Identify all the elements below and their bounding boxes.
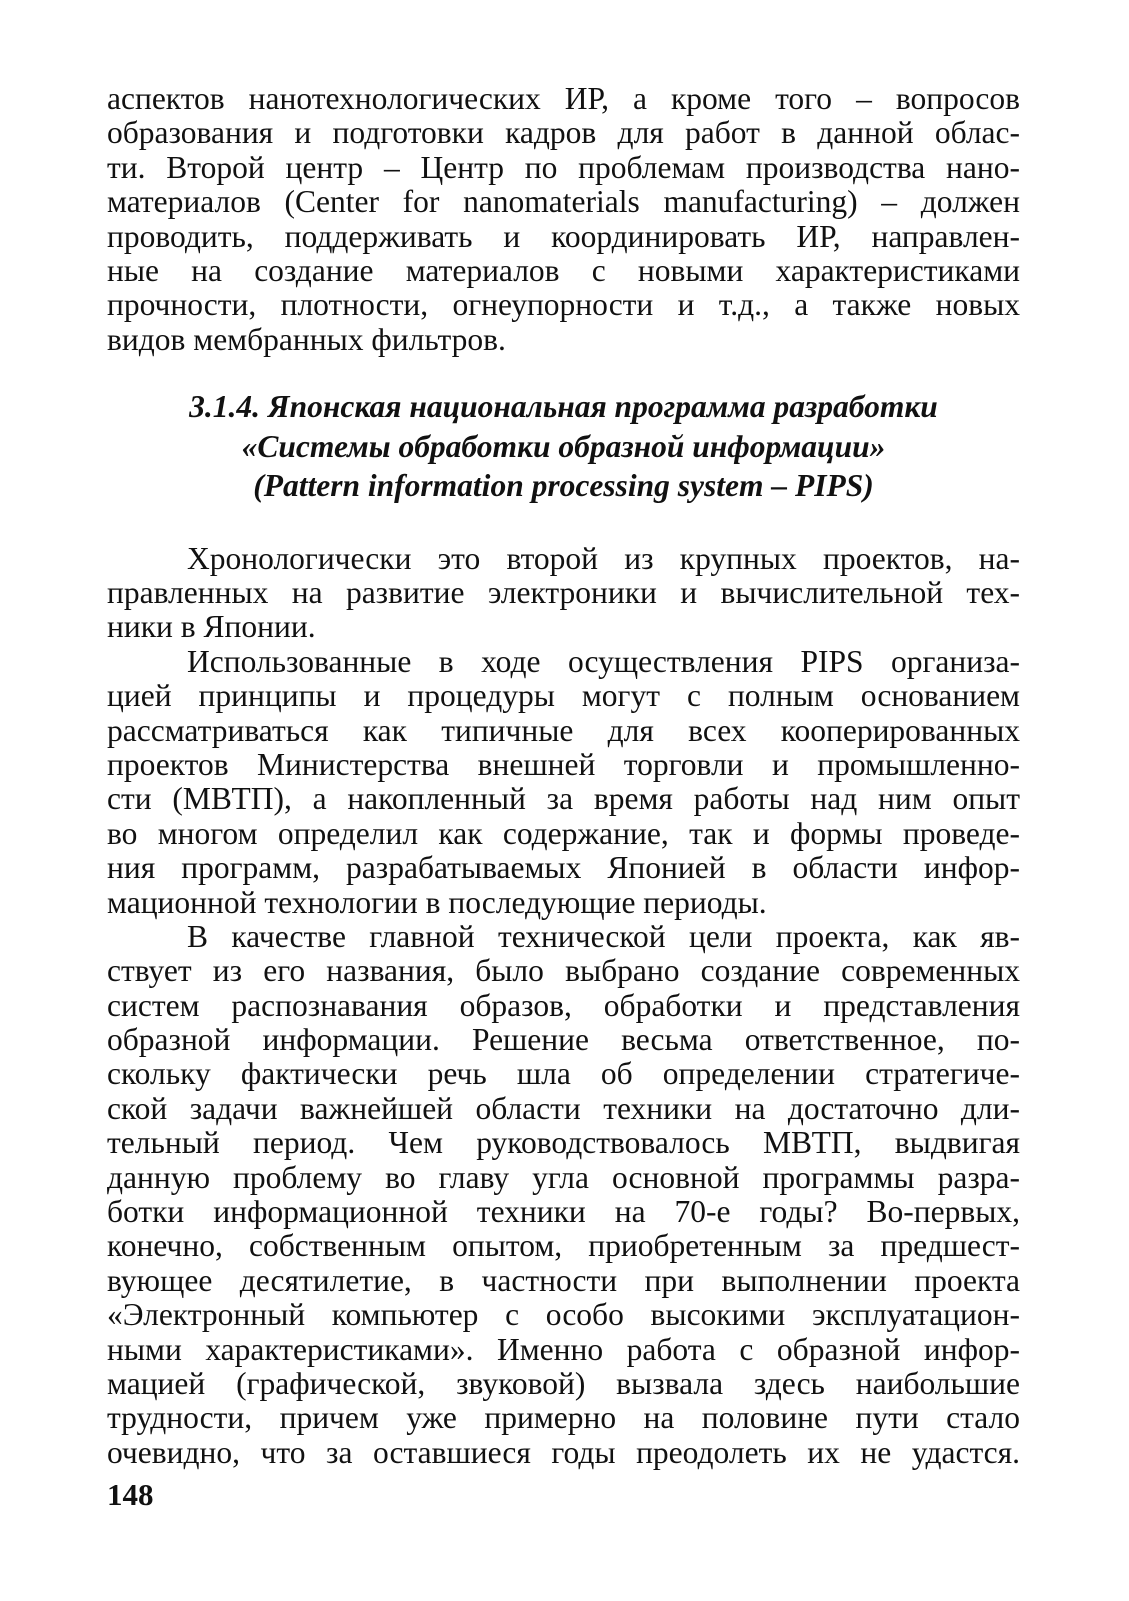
text-line: ти. Второй центр – Центр по проблемам производства нано-: [107, 149, 1020, 185]
section-heading-line: 3.1.4. Японская национальная программа разработки: [189, 389, 938, 425]
text-line: мацией (графической, звуковой) вызвала здесь наибольшие: [107, 1366, 1020, 1401]
text-line: цией принципы и процедуры могут с полным основанием: [107, 678, 1020, 714]
text-line: видов мембранных фильтров.: [107, 321, 506, 357]
text-line: ния программ, разрабатываемых Японией в области инфор-: [107, 850, 1020, 886]
text-line: Использованные в ходе осуществления PIPS организа-: [187, 643, 1020, 679]
section-heading: [107, 387, 1020, 506]
page-number: 148: [107, 1477, 154, 1512]
text-line: трудности, причем уже примерно на половине пути стало: [107, 1400, 1020, 1436]
text-line: ными характеристиками». Именно работа с образной инфор-: [107, 1331, 1020, 1367]
text-line: прочности, плотности, огнеупорности и т.д., а также новых: [107, 287, 1020, 323]
text-line: материалов (Center for nanomaterials manufacturing) – должен: [107, 184, 1020, 220]
paragraph-chronology: [107, 542, 1020, 645]
intro-paragraph: [107, 82, 1020, 357]
text-line: «Электронный компьютер с особо высокими эксплуатацион-: [107, 1297, 1020, 1333]
text-line: ботки информационной техники на 70-е годы? Во-первых,: [107, 1194, 1020, 1230]
text-line: правленных на развитие электроники и вычислительной тех-: [107, 575, 1020, 611]
text-line: ные на создание материалов с новыми характеристиками: [107, 252, 1020, 288]
text-line: конечно, собственным опытом, приобретенным за предшест-: [107, 1228, 1020, 1264]
text-line: проектов Министерства внешней торговли и промышленно-: [107, 746, 1020, 782]
text-line: вующее десятилетие, в частности при выполнении проекта: [107, 1262, 1020, 1298]
section-heading-line: (Pattern information processing system – PIPS): [253, 468, 874, 504]
text-line: ники в Японии.: [107, 609, 316, 645]
text-line: проводить, поддерживать и координировать ИР, направлен-: [107, 218, 1020, 254]
paragraph-goal: [107, 920, 1020, 1470]
text-line: аспектов нанотехнологических ИР, а кроме того – вопросов: [107, 81, 1020, 116]
text-line: очевидно, что за оставшиеся годы преодолеть их не удастся.: [107, 1434, 1020, 1470]
text-line: ствует из его названия, было выбрано создание современных: [107, 953, 1020, 989]
text-line: во многом определил как содержание, так и формы проведе-: [107, 815, 1020, 851]
paragraph-principles: [107, 645, 1020, 920]
text-line: ской задачи важнейшей области техники на достаточно дли-: [107, 1090, 1020, 1126]
text-line: данную проблему во главу угла основной программы разра-: [107, 1159, 1020, 1195]
text-line: образной информации. Решение весьма ответственное, по-: [107, 1022, 1020, 1058]
section-heading-line: «Системы обработки образной информации»: [241, 428, 886, 464]
text-line: В качестве главной технической цели проекта, как яв-: [187, 918, 1020, 954]
text-line: скольку фактически речь шла об определении стратегиче-: [107, 1056, 1020, 1092]
text-line: рассматриваться как типичные для всех кооперированных: [107, 712, 1020, 748]
text-line: мационной технологии в последующие периоды.: [107, 884, 767, 920]
text-line: тельный период. Чем руководствовалось МВТП, выдвигая: [107, 1125, 1020, 1161]
page-body: [107, 82, 1020, 1470]
text-line: Хронологически это второй из крупных проектов, на-: [187, 540, 1020, 576]
text-line: систем распознавания образов, обработки и представления: [107, 987, 1020, 1023]
text-line: образования и подготовки кадров для работ в данной облас-: [107, 115, 1020, 151]
text-line: сти (МВТП), а накопленный за время работы над ним опыт: [107, 781, 1020, 817]
